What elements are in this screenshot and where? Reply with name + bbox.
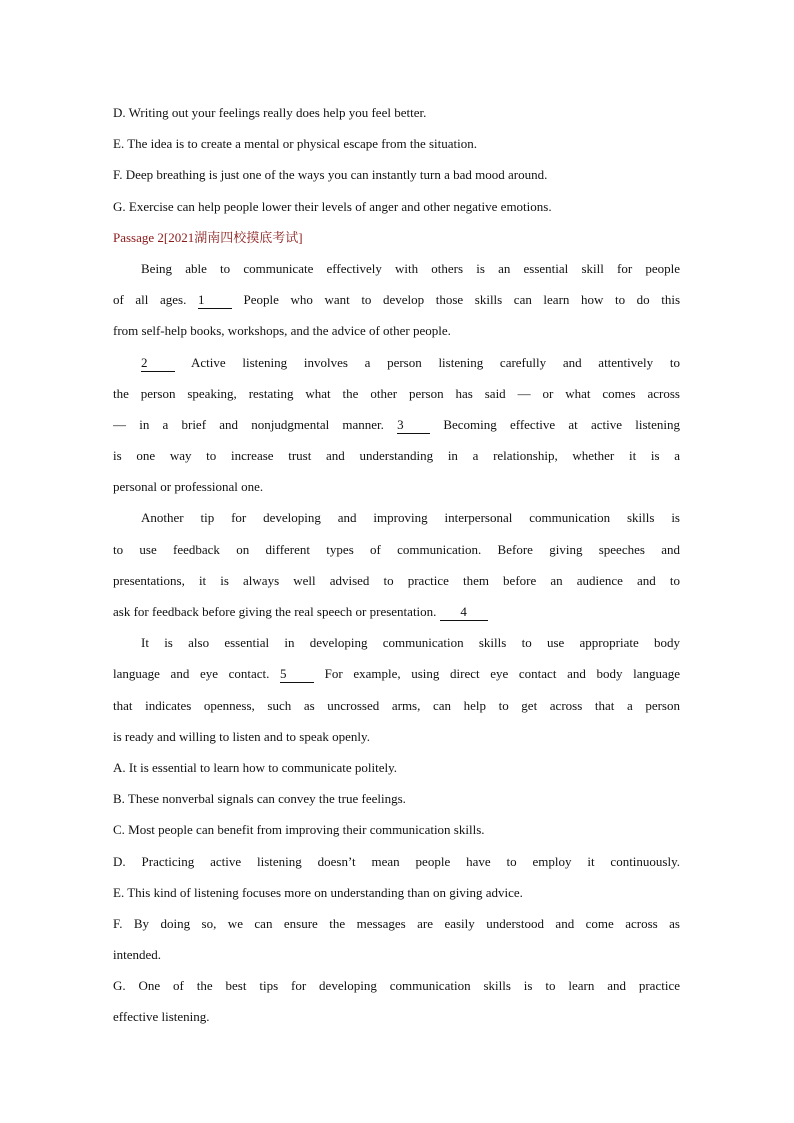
p4-line2-text-a: language and eye contact. — [113, 666, 270, 682]
p4-line1: It is also essential in developing communication skills to use appropriate body — [141, 635, 680, 651]
option-d: D. Practicing active listening doesn’t mean people have to employ it continuously. — [113, 853, 680, 869]
p3-line4-text: ask for feedback before giving the real speech or presentation. — [113, 604, 437, 619]
option-a: A. It is essential to learn how to communicate politely. — [113, 759, 398, 775]
p2-line5: personal or professional one. — [113, 479, 264, 495]
p1-line2 — [113, 284, 680, 315]
p1-line2-text-b: People who want to develop those skills can learn how to do this — [243, 292, 680, 308]
option-e: E. This kind of listening focuses more on understanding than on giving advice. — [113, 884, 523, 900]
prev-option-g: G. Exercise can help people lower their levels of anger and other negative emotions. — [113, 198, 552, 214]
p4-line2 — [113, 658, 680, 689]
option-f-line1: F. By doing so, we can ensure the messages are easily understood and come across as — [113, 915, 680, 931]
option-g-line2: effective listening. — [113, 1009, 210, 1025]
p2-line3 — [113, 409, 680, 440]
p1-line3: from self-help books, workshops, and the advice of other people. — [113, 323, 451, 339]
document-page — [113, 97, 680, 1033]
blank-3: 3 — [397, 417, 430, 434]
option-f-line2: intended. — [113, 947, 162, 963]
prev-option-e: E. The idea is to create a mental or physical escape from the situation. — [113, 136, 477, 152]
p2-line1-text: Active listening involves a person listening carefully and attentively to — [191, 354, 680, 370]
p1-line2-text-a: of all ages. — [113, 292, 187, 308]
p4-line3: that indicates openness, such as uncrossed arms, can help to get across that a person — [113, 697, 680, 713]
blank-1: 1 — [198, 292, 232, 309]
p2-line3-text-a: — in a brief and nonjudgmental manner. — [113, 416, 384, 432]
prev-option-f: F. Deep breathing is just one of the ways you can instantly turn a bad mood around. — [113, 167, 548, 183]
p4-line2-text-b: For example, using direct eye contact and body language — [324, 666, 680, 682]
p2-line1 — [113, 347, 680, 378]
blank-4: 4 — [440, 604, 488, 621]
option-b: B. These nonverbal signals can convey the true feelings. — [113, 791, 406, 807]
option-g-line1: G. One of the best tips for developing communication skills is to learn and practice — [113, 978, 680, 994]
p3-line4 — [113, 596, 680, 627]
p3-line1: Another tip for developing and improving interpersonal communication skills is — [141, 510, 680, 526]
p4-line4: is ready and willing to listen and to speak openly. — [113, 728, 370, 744]
p2-line3-text-b: Becoming effective at active listening — [443, 416, 680, 432]
p3-line3: presentations, it is always well advised to practice them before an audience and to — [113, 572, 680, 588]
blank-5: 5 — [280, 666, 314, 683]
p2-line4: is one way to increase trust and understanding in a relationship, whether it is a — [113, 448, 680, 464]
p2-line2: the person speaking, restating what the other person has said — or what comes across — [113, 385, 680, 401]
blank-2: 2 — [141, 355, 175, 372]
passage-title: Passage 2[2021湖南四校摸底考试] — [113, 229, 303, 245]
option-c: C. Most people can benefit from improving their communication skills. — [113, 822, 485, 838]
p1-line1: Being able to communicate effectively with others is an essential skill for people — [141, 260, 680, 276]
prev-option-d: D. Writing out your feelings really does help you feel better. — [113, 105, 427, 120]
p3-line2: to use feedback on different types of communication. Before giving speeches and — [113, 541, 680, 557]
